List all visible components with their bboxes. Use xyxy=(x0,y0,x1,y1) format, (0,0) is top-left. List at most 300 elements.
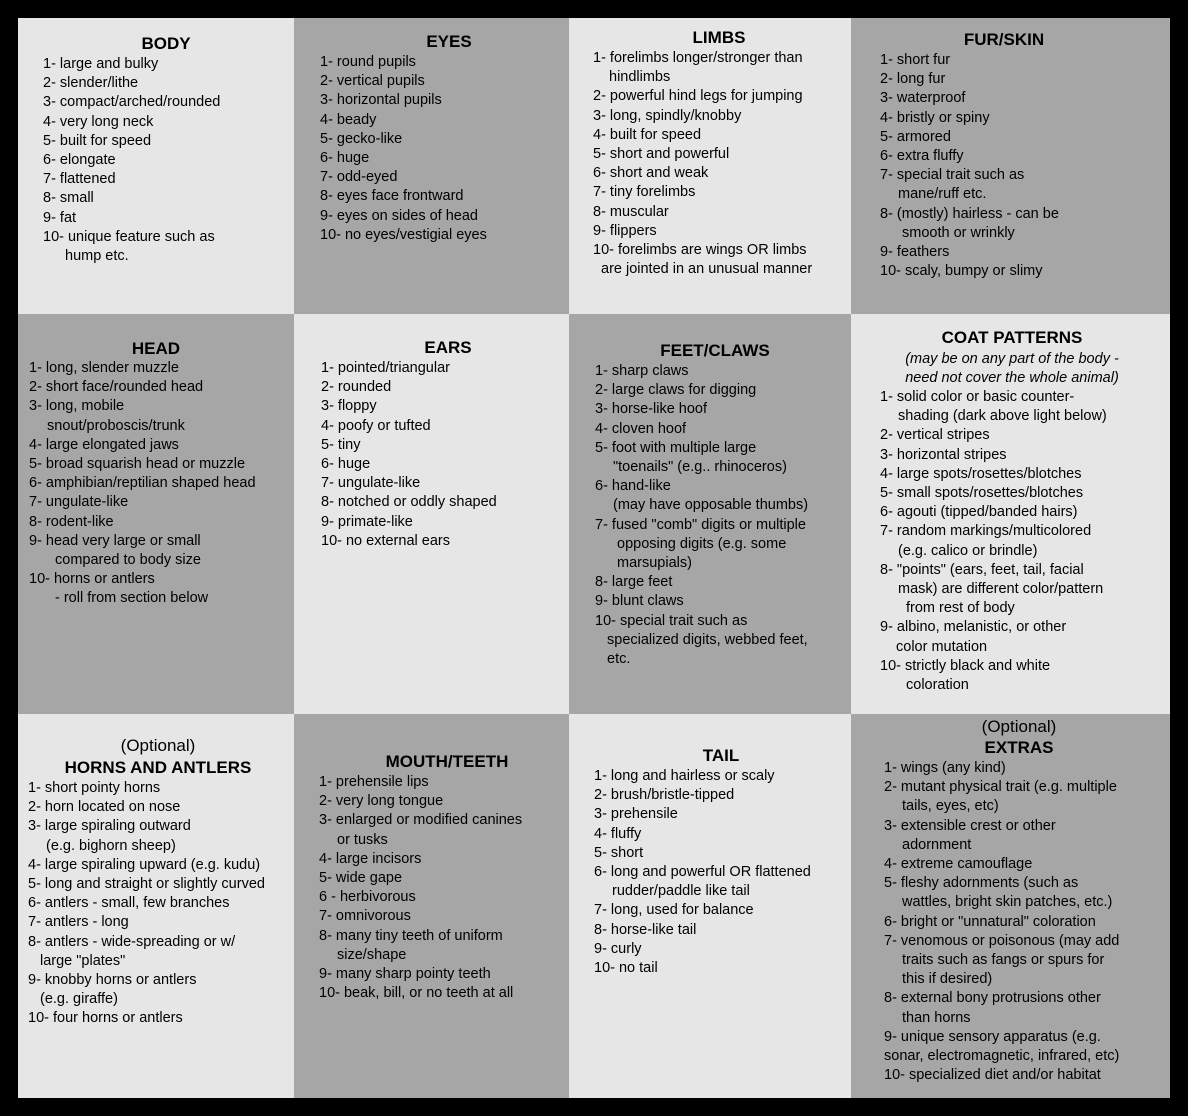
trait-text: 2- mutant physical trait (e.g. multiple xyxy=(884,779,1117,796)
trait-text: 4- large spiraling upward (e.g. kudu) xyxy=(28,856,261,873)
trait-item xyxy=(880,618,1107,656)
trait-item xyxy=(319,869,522,888)
trait-text-continued: (e.g. bighorn sheep) xyxy=(46,837,176,854)
section-title: MOUTH/TEETH xyxy=(385,752,509,771)
trait-text: 10- horns or antlers xyxy=(29,571,155,588)
trait-item xyxy=(880,166,1059,204)
trait-item xyxy=(593,126,812,145)
trait-item xyxy=(43,228,220,266)
cell-mouth-teeth xyxy=(294,714,569,1098)
trait-item xyxy=(29,493,256,512)
cell-ears xyxy=(294,314,569,714)
trait-text: 4- very long neck xyxy=(43,113,154,130)
section-title: EXTRAS xyxy=(984,738,1054,757)
trait-text: 10- forelimbs are wings OR limbs xyxy=(593,242,807,259)
trait-text: 1- long, slender muzzle xyxy=(29,360,179,376)
trait-text: 8- small xyxy=(43,190,94,207)
trait-item xyxy=(594,786,811,805)
trait-item xyxy=(29,436,256,455)
trait-item xyxy=(593,164,812,183)
trait-text: 6- huge xyxy=(321,456,371,473)
trait-text-continued: traits such as fangs or spurs for xyxy=(902,952,1105,969)
trait-text: 6- elongate xyxy=(43,152,116,169)
trait-list xyxy=(595,362,808,669)
trait-item xyxy=(28,913,265,932)
trait-text: 2- large claws for digging xyxy=(595,382,757,399)
trait-text: 2- vertical pupils xyxy=(320,73,425,90)
trait-item xyxy=(884,1066,1119,1085)
trait-text: 8- "points" (ears, feet, tail, facial xyxy=(880,561,1084,578)
trait-text-continued: (e.g. giraffe) xyxy=(40,991,118,1008)
trait-text: 8- eyes face frontward xyxy=(320,188,464,205)
section-title: FUR/SKIN xyxy=(963,30,1045,49)
trait-text: 1- pointed/triangular xyxy=(321,360,450,376)
trait-item xyxy=(594,805,811,824)
trait-item xyxy=(880,147,1059,166)
trait-item xyxy=(29,378,256,397)
trait-text: 7- venomous or poisonous (may add xyxy=(884,932,1120,949)
trait-text: 7- random markings/multicolored xyxy=(880,523,1092,540)
trait-text-continued: marsupials) xyxy=(617,555,692,572)
trait-item xyxy=(320,226,487,245)
cell-feet-claws xyxy=(569,314,851,714)
trait-item xyxy=(321,455,497,474)
trait-item xyxy=(28,779,265,798)
trait-item xyxy=(320,72,487,91)
section-title: HORNS AND ANTLERS xyxy=(64,758,252,777)
trait-text: 9- curly xyxy=(594,940,642,957)
trait-text: 10- strictly black and white xyxy=(880,657,1051,674)
trait-item xyxy=(28,875,265,894)
trait-list xyxy=(321,359,497,551)
trait-text: 10- unique feature such as xyxy=(43,228,215,245)
trait-text: 1- solid color or basic counter- xyxy=(880,389,1075,405)
trait-item xyxy=(320,111,487,130)
trait-text: 4- bristly or spiny xyxy=(880,109,990,126)
trait-text-continued: size/shape xyxy=(337,946,407,963)
trait-text: 9- blunt claws xyxy=(595,593,684,610)
trait-text: 6- bright or "unnatural" coloration xyxy=(884,913,1096,930)
trait-text: 8- (mostly) hairless - can be xyxy=(880,205,1059,222)
trait-text: 1- sharp claws xyxy=(595,363,689,379)
trait-text-continued: - roll from section below xyxy=(55,590,209,607)
trait-text: 10- no external ears xyxy=(321,532,450,549)
trait-text: 6 - herbivorous xyxy=(319,889,416,906)
trait-item xyxy=(880,446,1107,465)
trait-item xyxy=(884,1028,1119,1066)
trait-item xyxy=(593,145,812,164)
trait-text: 9- fat xyxy=(43,209,77,226)
trait-text: 3- horizontal pupils xyxy=(320,92,442,109)
trait-item xyxy=(319,850,522,869)
trait-item xyxy=(319,965,522,984)
trait-text-continued: mask) are different color/pattern xyxy=(898,581,1104,598)
trait-text: 1- round pupils xyxy=(320,54,416,70)
trait-item xyxy=(595,381,808,400)
trait-item xyxy=(884,855,1119,874)
trait-item xyxy=(29,359,256,378)
trait-item xyxy=(319,927,522,965)
trait-item xyxy=(595,400,808,419)
trait-item xyxy=(29,455,256,474)
trait-text: 9- knobby horns or antlers xyxy=(28,972,197,989)
trait-item xyxy=(880,561,1107,619)
trait-item xyxy=(320,207,487,226)
trait-list xyxy=(43,55,220,266)
trait-text: 1- prehensile lips xyxy=(319,774,429,790)
trait-item xyxy=(43,113,220,132)
trait-item xyxy=(319,792,522,811)
trait-list xyxy=(880,388,1107,695)
trait-text-continued: or tusks xyxy=(337,831,388,848)
trait-text-continued: wattles, bright skin patches, etc.) xyxy=(902,894,1113,911)
trait-item xyxy=(880,70,1059,89)
trait-item xyxy=(880,109,1059,128)
trait-item xyxy=(29,474,256,493)
trait-list xyxy=(28,779,265,1029)
trait-text: 2- horn located on nose xyxy=(28,799,181,816)
trait-item xyxy=(28,817,265,855)
trait-item xyxy=(43,209,220,228)
cell-tail xyxy=(569,714,851,1098)
trait-item xyxy=(884,759,1119,778)
trait-text-continued: compared to body size xyxy=(55,552,201,569)
trait-item xyxy=(321,378,497,397)
trait-item xyxy=(320,53,487,72)
trait-text-continued: (e.g. calico or brindle) xyxy=(898,542,1038,559)
trait-text: 1- short pointy horns xyxy=(28,780,161,796)
trait-text: 5- foot with multiple large xyxy=(595,439,757,456)
trait-text: 3- large spiraling outward xyxy=(28,818,191,835)
trait-list xyxy=(319,773,522,1003)
trait-text: 3- long, spindly/knobby xyxy=(593,107,742,124)
trait-text: 7- ungulate-like xyxy=(321,475,421,492)
trait-item xyxy=(884,778,1119,816)
trait-text: 3- horizontal stripes xyxy=(880,446,1007,463)
trait-text: 5- armored xyxy=(880,128,951,145)
trait-text: 3- compact/arched/rounded xyxy=(43,94,221,111)
trait-item xyxy=(594,901,811,920)
trait-text: 7- tiny forelimbs xyxy=(593,184,696,201)
trait-text: 1- short fur xyxy=(880,52,951,68)
trait-text: 9- primate-like xyxy=(321,513,413,530)
cell-body xyxy=(18,18,294,314)
trait-item xyxy=(321,417,497,436)
trait-text: 6- antlers - small, few branches xyxy=(28,895,230,912)
trait-text: 9- albino, melanistic, or other xyxy=(880,619,1067,636)
trait-text-continued: large "plates" xyxy=(40,952,126,969)
trait-item xyxy=(320,149,487,168)
trait-text-continued: color mutation xyxy=(896,638,988,655)
trait-item xyxy=(28,933,265,971)
trait-item xyxy=(321,359,497,378)
trait-text: 7- odd-eyed xyxy=(320,169,398,186)
trait-text: 1- long and hairless or scaly xyxy=(594,768,775,784)
trait-text: 3- extensible crest or other xyxy=(884,817,1056,834)
trait-text: 9- head very large or small xyxy=(29,532,201,549)
trait-text: 6- amphibian/reptilian shaped head xyxy=(29,475,256,492)
trait-text: 6- agouti (tipped/banded hairs) xyxy=(880,504,1078,521)
trait-text: 2- slender/lithe xyxy=(43,75,139,92)
trait-item xyxy=(595,362,808,381)
trait-text: 8- large feet xyxy=(595,574,673,591)
trait-text: 3- enlarged or modified canines xyxy=(319,812,523,829)
trait-item xyxy=(884,932,1119,990)
trait-item xyxy=(594,844,811,863)
trait-text: 8- external bony protrusions other xyxy=(884,990,1101,1007)
cell-extras xyxy=(851,714,1170,1098)
cell-fur-skin xyxy=(851,18,1170,314)
trait-item xyxy=(880,262,1059,281)
trait-text: 8- rodent-like xyxy=(29,513,114,530)
trait-item xyxy=(884,874,1119,912)
trait-text-continued: etc. xyxy=(607,651,631,668)
trait-item xyxy=(884,913,1119,932)
cell-head xyxy=(18,314,294,714)
trait-item xyxy=(593,49,812,87)
trait-item xyxy=(880,465,1107,484)
trait-list xyxy=(29,359,256,609)
trait-item xyxy=(594,863,811,901)
trait-text: 4- large spots/rosettes/blotches xyxy=(880,465,1082,482)
trait-text: 2- very long tongue xyxy=(319,793,444,810)
trait-item xyxy=(593,222,812,241)
section-title: TAIL xyxy=(702,746,740,765)
section-subtitle: need not cover the whole animal) xyxy=(905,370,1119,386)
trait-item xyxy=(320,168,487,187)
section-title: LIMBS xyxy=(692,28,746,47)
trait-item xyxy=(595,439,808,477)
trait-text-continued: than horns xyxy=(902,1009,971,1026)
trait-text: 5- fleshy adornments (such as xyxy=(884,875,1079,892)
trait-text: 10- specialized diet and/or habitat xyxy=(884,1067,1101,1084)
trait-item xyxy=(593,241,812,279)
trait-text: 8- antlers - wide-spreading or w/ xyxy=(28,933,236,950)
trait-text: 10- four horns or antlers xyxy=(28,1010,183,1027)
trait-list xyxy=(880,51,1059,281)
trait-item xyxy=(321,397,497,416)
trait-item xyxy=(594,767,811,786)
trait-text: 8- many tiny teeth of uniform xyxy=(319,927,503,944)
trait-item xyxy=(321,532,497,551)
trait-text: 2- vertical stripes xyxy=(880,427,990,444)
section-title: EYES xyxy=(426,32,472,51)
trait-item xyxy=(319,773,522,792)
trait-text: 8- horse-like tail xyxy=(594,921,697,938)
trait-text: 10- special trait such as xyxy=(595,612,748,629)
trait-text: 7- flattened xyxy=(43,171,116,188)
trait-item xyxy=(28,971,265,1009)
cell-eyes xyxy=(294,18,569,314)
trait-text-continued: specialized digits, webbed feet, xyxy=(607,631,808,648)
trait-text-continued: opposing digits (e.g. some xyxy=(617,535,787,552)
trait-text: 5- short xyxy=(594,844,644,861)
trait-text: 5- built for speed xyxy=(43,132,152,149)
trait-item xyxy=(593,87,812,106)
trait-text: 1- large and bulky xyxy=(43,56,159,72)
trait-item xyxy=(880,388,1107,426)
trait-text: 6- hand-like xyxy=(595,478,671,495)
section-subtitle: (may be on any part of the body - xyxy=(905,351,1119,367)
trait-text: 6- huge xyxy=(320,150,370,167)
trait-item xyxy=(593,107,812,126)
trait-text: 5- short and powerful xyxy=(593,146,730,163)
trait-text-continued: hindlimbs xyxy=(609,69,671,86)
trait-item xyxy=(28,798,265,817)
trait-item xyxy=(43,151,220,170)
trait-text: 9- eyes on sides of head xyxy=(320,207,478,224)
trait-item xyxy=(43,189,220,208)
optional-label: (Optional) xyxy=(981,717,1057,736)
trait-text: 4- large elongated jaws xyxy=(29,436,179,453)
trait-item xyxy=(29,513,256,532)
trait-text: 4- extreme camouflage xyxy=(884,856,1033,873)
trait-text: 7- long, used for balance xyxy=(594,902,754,919)
trait-text: 4- poofy or tufted xyxy=(321,417,431,434)
trait-list xyxy=(320,53,487,245)
trait-item xyxy=(320,91,487,110)
trait-text: 8- muscular xyxy=(593,203,669,220)
trait-item xyxy=(595,516,808,574)
trait-text: 5- long and straight or slightly curved xyxy=(28,876,265,893)
trait-item xyxy=(884,989,1119,1027)
trait-item xyxy=(319,888,522,907)
trait-text: 10- no eyes/vestigial eyes xyxy=(320,226,487,243)
trait-text: 3- waterproof xyxy=(880,90,966,107)
trait-text: 3- floppy xyxy=(321,398,377,415)
trait-text: 4- fluffy xyxy=(594,825,642,842)
trait-text: 7- fused "comb" digits or multiple xyxy=(595,516,806,533)
trait-item xyxy=(880,89,1059,108)
trait-item xyxy=(594,825,811,844)
trait-text-continued: sonar, electromagnetic, infrared, etc) xyxy=(884,1048,1120,1065)
trait-text: 2- powerful hind legs for jumping xyxy=(593,88,803,105)
trait-item xyxy=(28,894,265,913)
cell-limbs xyxy=(569,18,851,314)
trait-item xyxy=(29,570,256,608)
trait-item xyxy=(319,907,522,926)
trait-item xyxy=(880,51,1059,70)
trait-item xyxy=(880,657,1107,695)
trait-item xyxy=(43,55,220,74)
trait-text: 3- prehensile xyxy=(594,806,678,823)
trait-item xyxy=(43,74,220,93)
trait-text: 6- long and powerful OR flattened xyxy=(594,864,811,881)
trait-text: 9- flippers xyxy=(593,222,657,239)
trait-text: 4- beady xyxy=(320,111,377,128)
trait-text: 7- omnivorous xyxy=(319,908,411,925)
trait-text-continued: from rest of body xyxy=(906,600,1015,617)
trait-item xyxy=(594,940,811,959)
section-title: BODY xyxy=(141,34,191,53)
trait-item xyxy=(595,612,808,670)
trait-text: 5- tiny xyxy=(321,436,361,453)
section-title: EARS xyxy=(424,338,472,357)
trait-table xyxy=(18,18,1170,1098)
trait-text: 2- rounded xyxy=(321,379,392,396)
trait-text-continued: hump etc. xyxy=(65,248,129,265)
trait-text: 7- special trait such as xyxy=(880,167,1025,184)
trait-text-continued: snout/proboscis/trunk xyxy=(47,417,185,434)
trait-text: 6- short and weak xyxy=(593,165,709,182)
trait-text-continued: "toenails" (e.g.. rhinoceros) xyxy=(613,459,787,476)
trait-item xyxy=(880,205,1059,243)
trait-item xyxy=(43,93,220,112)
cell-horns-antlers xyxy=(18,714,294,1098)
section-title: COAT PATTERNS xyxy=(941,328,1083,347)
trait-item xyxy=(28,1009,265,1028)
optional-label: (Optional) xyxy=(120,736,196,755)
cell-coat-patterns xyxy=(851,314,1170,714)
trait-item xyxy=(28,856,265,875)
section-title: HEAD xyxy=(131,339,181,358)
trait-item xyxy=(880,426,1107,445)
trait-text-continued: coloration xyxy=(906,677,969,694)
trait-text-continued: (may have opposable thumbs) xyxy=(613,497,809,514)
trait-item xyxy=(319,811,522,849)
trait-text: 5- gecko-like xyxy=(320,130,403,147)
trait-text: 1- wings (any kind) xyxy=(884,760,1006,776)
trait-text: 10- beak, bill, or no teeth at all xyxy=(319,985,514,1002)
trait-text: 10- no tail xyxy=(594,960,658,977)
trait-text: 2- brush/bristle-tipped xyxy=(594,787,735,804)
trait-text-continued: mane/ruff etc. xyxy=(898,186,987,203)
trait-text: 5- broad squarish head or muzzle xyxy=(29,456,246,473)
trait-item xyxy=(43,132,220,151)
trait-item xyxy=(595,420,808,439)
trait-item xyxy=(321,513,497,532)
trait-text-continued: are jointed in an unusual manner xyxy=(601,261,813,278)
trait-item xyxy=(880,484,1107,503)
trait-text: 4- built for speed xyxy=(593,126,702,143)
trait-text-continued: this if desired) xyxy=(902,971,993,988)
trait-item xyxy=(593,183,812,202)
trait-text: 4- large incisors xyxy=(319,850,422,867)
trait-item xyxy=(880,128,1059,147)
trait-item xyxy=(321,493,497,512)
trait-text: 9- many sharp pointy teeth xyxy=(319,966,491,983)
section-title: FEET/CLAWS xyxy=(660,341,770,360)
trait-text: 7- antlers - long xyxy=(28,914,129,931)
trait-list xyxy=(593,49,812,279)
trait-item xyxy=(595,592,808,611)
trait-text: 3- horse-like hoof xyxy=(595,401,708,418)
trait-text-continued: shading (dark above light below) xyxy=(898,408,1107,425)
trait-item xyxy=(595,477,808,515)
trait-text: 10- scaly, bumpy or slimy xyxy=(880,263,1043,280)
trait-text-continued: tails, eyes, etc) xyxy=(902,798,999,815)
trait-text: 3- long, mobile xyxy=(29,398,125,415)
trait-item xyxy=(593,203,812,222)
trait-list xyxy=(884,759,1119,1085)
trait-item xyxy=(880,503,1107,522)
trait-text: 5- small spots/rosettes/blotches xyxy=(880,485,1084,502)
trait-item xyxy=(594,959,811,978)
trait-text: 2- long fur xyxy=(880,71,946,88)
trait-text-continued: rudder/paddle like tail xyxy=(612,883,750,900)
trait-text-continued: smooth or wrinkly xyxy=(902,224,1015,241)
trait-text: 2- short face/rounded head xyxy=(29,379,204,396)
trait-text: 7- ungulate-like xyxy=(29,494,129,511)
trait-text-continued: adornment xyxy=(902,836,972,853)
trait-item xyxy=(29,532,256,570)
trait-text: 9- feathers xyxy=(880,244,950,261)
trait-text: 5- wide gape xyxy=(319,870,403,887)
trait-item xyxy=(884,817,1119,855)
trait-item xyxy=(29,397,256,435)
trait-text: 8- notched or oddly shaped xyxy=(321,494,497,511)
trait-text: 6- extra fluffy xyxy=(880,148,964,165)
